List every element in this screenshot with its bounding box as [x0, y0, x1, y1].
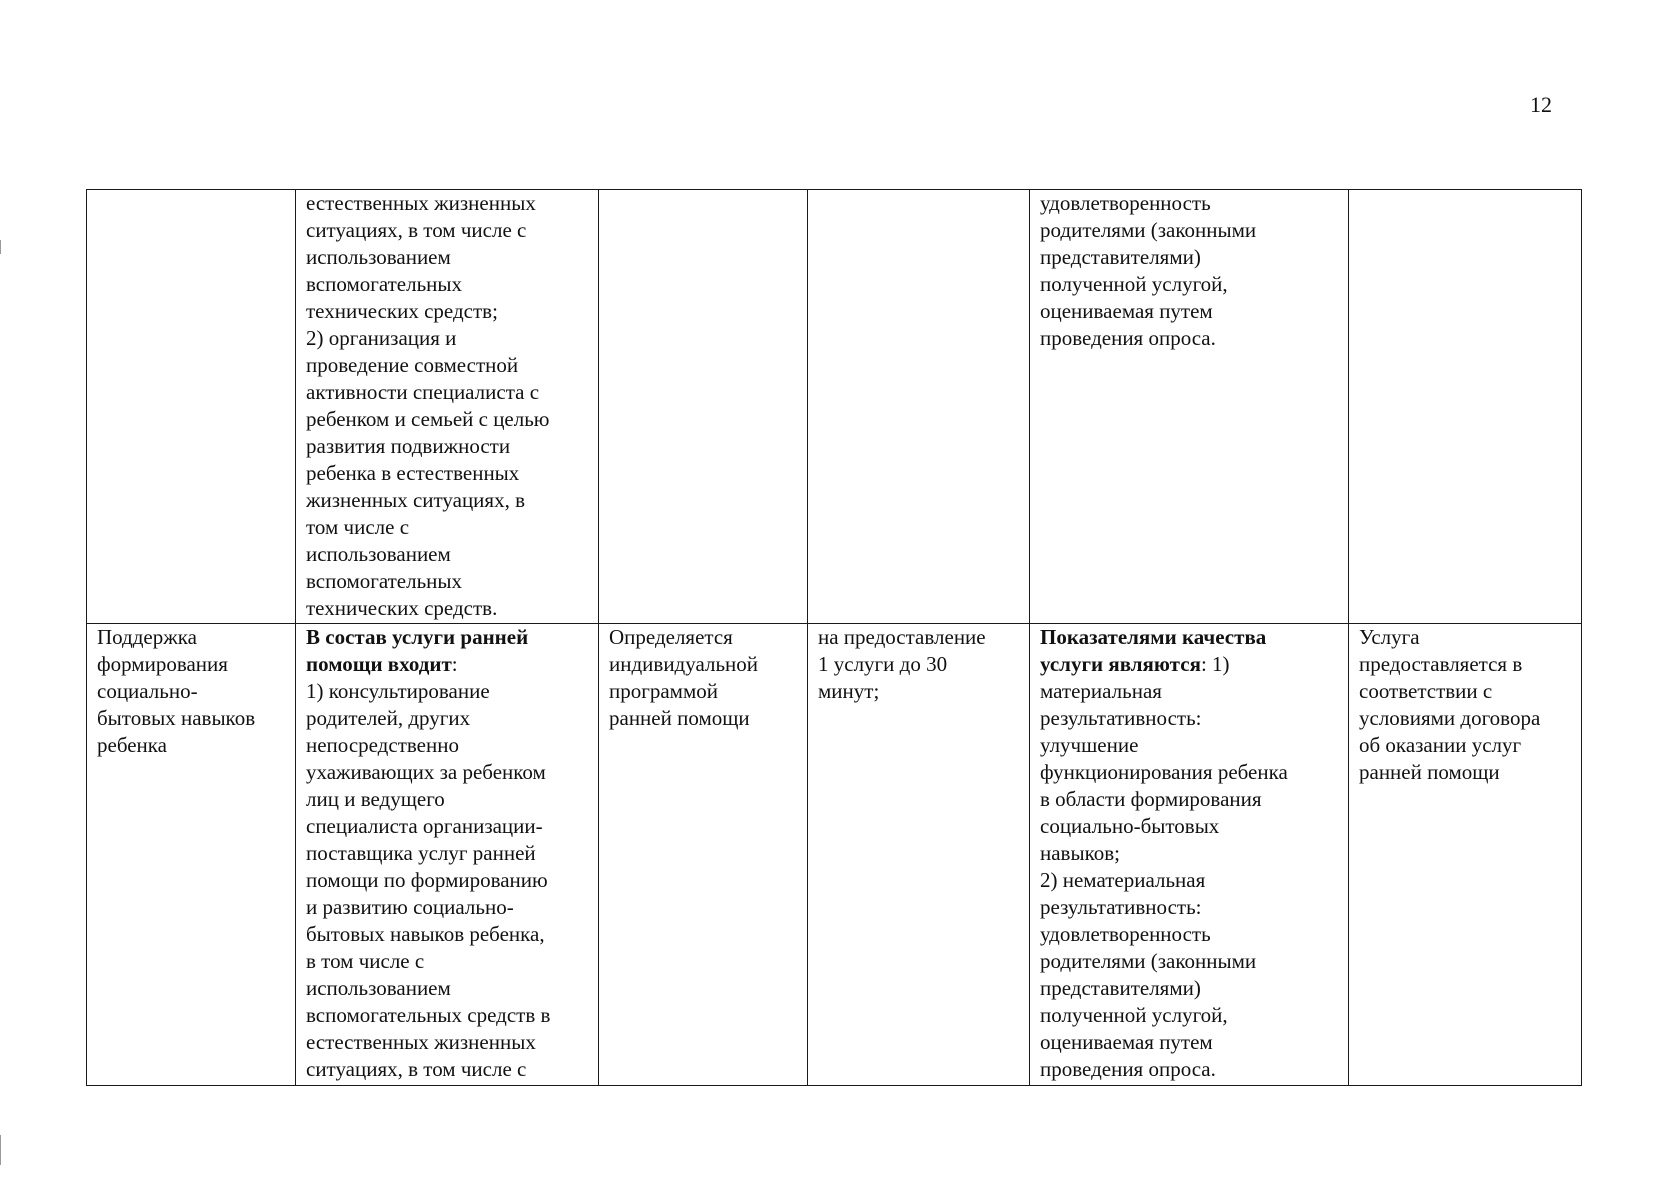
cell-text-line: предоставляется в — [1359, 652, 1523, 676]
cell-text-line: индивидуальной — [609, 652, 758, 676]
cell-text-line: родителями (законными — [1040, 218, 1257, 242]
cell-text-line: оцениваемая путем — [1040, 299, 1213, 323]
services-table — [86, 189, 1582, 1086]
cell-text-line: поставщика услуг ранней — [306, 841, 536, 865]
cell-text-line: представителями) — [1040, 245, 1201, 269]
cell-text-line: использованием — [306, 976, 451, 1000]
cell-text-line: полученной услугой, — [1040, 272, 1228, 296]
cell-text-line: минут; — [818, 679, 880, 703]
cell-text-line: в области формирования — [1040, 787, 1262, 811]
cell-text-line: материальная — [1040, 679, 1162, 703]
cell-text-line: родителями (законными — [1040, 949, 1257, 973]
cell-text-line: улучшение — [1040, 733, 1139, 757]
cell-text-line: социально- — [97, 679, 198, 703]
cell-text-line: естественных жизненных — [306, 191, 536, 215]
cell-text-line: непосредственно — [306, 733, 459, 757]
cell-text-line: соответствии с — [1359, 679, 1493, 703]
cell-text-line: 1 услуги до 30 — [818, 652, 948, 676]
cell-service-content — [296, 624, 599, 1086]
cell-text-line: 1) консультирование — [306, 679, 490, 703]
cell-text-line: 2) организация и — [306, 326, 457, 350]
cell-quality-indicators — [1030, 624, 1349, 1086]
cell-text-line: бытовых навыков — [97, 706, 256, 730]
cell-text-line: формирования — [97, 652, 228, 676]
cell-text-line: том числе с — [306, 515, 410, 539]
cell-text-line: вспомогательных средств в — [306, 1003, 551, 1027]
cell-text-line: результативность: — [1040, 895, 1202, 919]
cell-text-line: использованием — [306, 542, 451, 566]
cell-service-name — [87, 624, 296, 1086]
cell-text-line: проведение совместной — [306, 353, 519, 377]
cell-service-volume — [599, 624, 808, 1086]
cell-service-volume — [599, 190, 808, 624]
cell-text-line: проведения опроса. — [1040, 326, 1216, 350]
cell-text-line: условиями договора — [1359, 706, 1541, 730]
cell-text-line: ранней помощи — [609, 706, 750, 730]
cell-text-line: активности специалиста с — [306, 380, 540, 404]
cell-text-line: технических средств; — [306, 299, 498, 323]
cell-conditions — [1349, 624, 1582, 1086]
cell-text-line: бытовых навыков ребенка, — [306, 922, 545, 946]
cell-text-line: Определяется — [609, 625, 733, 649]
cell-service-content — [296, 190, 599, 624]
cell-text-line: оцениваемая путем — [1040, 1030, 1213, 1054]
cell-text-line: функционирования ребенка — [1040, 760, 1288, 784]
cell-text-line: в том числе с — [306, 949, 425, 973]
cell-text-line: вспомогательных — [306, 272, 463, 296]
cell-text-line: естественных жизненных — [306, 1030, 536, 1054]
cell-text-line: и развитию социально- — [306, 895, 514, 919]
cell-text-line: ранней помощи — [1359, 760, 1500, 784]
cell-quality-indicators — [1030, 190, 1349, 624]
scan-margin-mark — [0, 1135, 1, 1165]
cell-text-line: 2) нематериальная — [1040, 868, 1206, 892]
cell-text-line: об оказании услуг — [1359, 733, 1522, 757]
cell-text-line: специалиста организации- — [306, 814, 543, 838]
cell-conditions — [1349, 190, 1582, 624]
cell-text-line: вспомогательных — [306, 569, 463, 593]
cell-text-line: удовлетворенность — [1040, 191, 1211, 215]
cell-text-line: удовлетворенность — [1040, 922, 1211, 946]
cell-text-line: ребенком и семьей с целью — [306, 407, 550, 431]
cell-text-line: навыков; — [1040, 841, 1120, 865]
cell-text-line: использованием — [306, 245, 451, 269]
cell-text-line: ситуациях, в том числе с — [306, 1057, 527, 1081]
cell-text-line: ситуациях, в том числе с — [306, 218, 527, 242]
scan-margin-mark — [0, 240, 1, 254]
cell-text-line: лиц и ведущего — [306, 787, 445, 811]
cell-text-line: на предоставление — [818, 625, 986, 649]
table-row-social-skills — [87, 624, 1582, 1086]
cell-text-line: помощи по формированию — [306, 868, 548, 892]
cell-text-line: ребенка — [97, 733, 167, 757]
cell-text-line: программой — [609, 679, 718, 703]
cell-text-line: ребенка в естественных — [306, 461, 520, 485]
cell-service-norm — [808, 624, 1030, 1086]
cell-text-line: представителями) — [1040, 976, 1201, 1000]
cell-text-line: Поддержка — [97, 625, 197, 649]
cell-text-line: ухаживающих за ребенком — [306, 760, 546, 784]
quality-lead-line-2: услуги являются: 1) — [1040, 652, 1230, 676]
cell-text-line: технических средств. — [306, 596, 498, 620]
cell-text-line: полученной услугой, — [1040, 1003, 1228, 1027]
content-lead-line-2: помощи входит: — [306, 652, 458, 676]
cell-text-line: развития подвижности — [306, 434, 511, 458]
table-row-continued — [87, 190, 1582, 624]
cell-service-name — [87, 190, 296, 624]
quality-lead-line-1: Показателями качества — [1040, 625, 1267, 649]
content-lead-line-1: В состав услуги ранней — [306, 625, 529, 649]
page-number: 12 — [1530, 92, 1552, 117]
cell-text-line: результативность: — [1040, 706, 1202, 730]
cell-service-norm — [808, 190, 1030, 624]
cell-text-line: родителей, других — [306, 706, 471, 730]
cell-text-line: проведения опроса. — [1040, 1057, 1216, 1081]
cell-text-line: Услуга — [1359, 625, 1420, 649]
cell-text-line: жизненных ситуациях, в — [306, 488, 525, 512]
cell-text-line: социально-бытовых — [1040, 814, 1220, 838]
